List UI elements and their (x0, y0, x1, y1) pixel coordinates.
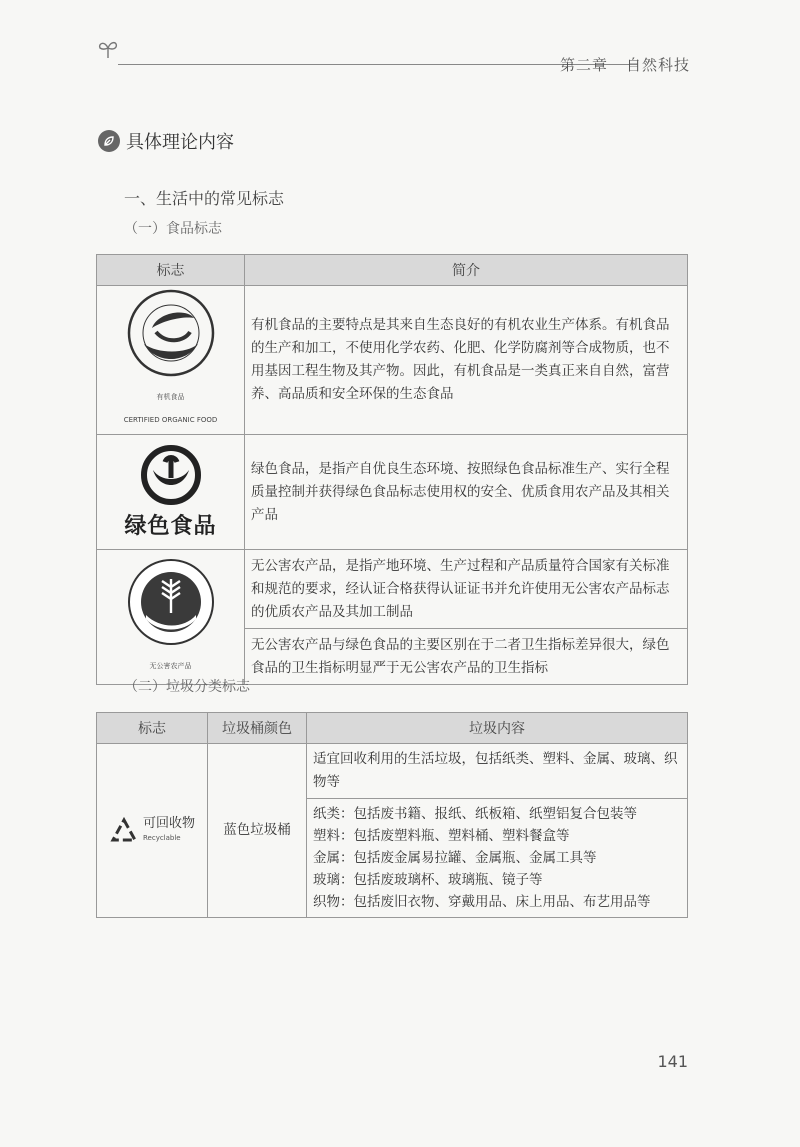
recycle-icon (109, 817, 139, 845)
col-header-bin-color: 垃圾桶颜色 (208, 713, 307, 744)
green-food-desc: 绿色食品，是指产自优良生态环境、按照绿色食品标准生产、实行全程质量控制并获得绿色食品标志使用权的安全、优质食用农产品及其相关产品 (245, 435, 688, 550)
chapter-label: 第二章 自然科技 (559, 56, 690, 74)
recyclable-label: 可回收物 (142, 815, 195, 831)
no-pollution-logo (97, 550, 245, 685)
green-food-logo-text: 绿色食品 (124, 514, 217, 539)
col-header-logo: 标志 (97, 713, 208, 744)
recyclable-items (307, 799, 688, 918)
subheading-waste-signs: （二）垃圾分类标志 (124, 679, 250, 695)
no-pollution-logo-text: 无公害农产品 (149, 661, 192, 670)
heading-common-signs: 一、生活中的常见标志 (124, 189, 285, 208)
list-item: 织物：包括废旧衣物、穿戴用品、床上用品、布艺用品等 (313, 894, 651, 910)
leaf-badge-icon (98, 130, 120, 152)
table-row (97, 286, 688, 435)
section-title: 具体理论内容 (98, 128, 234, 154)
no-pollution-diff-desc: 无公害农产品与绿色食品的主要区别在于二者卫生指标差异很大，绿色食品的卫生指标明显严于无公害农产品的卫生指标 (245, 629, 688, 685)
col-header-desc: 简介 (245, 255, 688, 286)
waste-sign-table (96, 712, 688, 918)
no-pollution-emblem-icon (126, 557, 216, 647)
recyclable-summary: 适宜回收利用的生活垃圾，包括纸类、塑料、金属、玻璃、织物等 (307, 744, 688, 799)
page-number: 141 (657, 1052, 688, 1071)
recyclable-logo (97, 744, 208, 918)
col-header-content: 垃圾内容 (307, 713, 688, 744)
list-item: 玻璃：包括废玻璃杯、玻璃瓶、镜子等 (313, 872, 543, 888)
subheading-food-signs: （一）食品标志 (124, 221, 222, 237)
list-item: 塑料：包括废塑料瓶、塑料桶、塑料餐盒等 (313, 828, 570, 844)
table-row (97, 744, 688, 799)
organic-logo-ring-text: CERTIFIED ORGANIC FOOD (123, 416, 218, 424)
col-header-logo: 标志 (97, 255, 245, 286)
green-food-emblem-icon (139, 444, 203, 506)
organic-food-emblem-icon (126, 288, 216, 378)
recyclable-sub-label: Recyclable (142, 833, 181, 842)
sprout-icon (96, 36, 120, 60)
no-pollution-desc: 无公害农产品，是指产地环境、生产过程和产品质量符合国家有关标准和规范的要求，经认证合格获得认证证书并允许使用无公害农产品标志的优质农产品及其加工制品 (245, 550, 688, 629)
table-row (97, 435, 688, 550)
organic-food-desc: 有机食品的主要特点是其来自生态良好的有机农业生产体系。有机食品的生产和加工，不使用化学农药、化肥、化学防腐剂等合成物质，也不用基因工程生物及其产物。因此，有机食品是一类真正来自自然，富营养、高品质和安全环保的生态食品 (245, 286, 688, 435)
list-item: 纸类：包括废书籍、报纸、纸板箱、纸塑铝复合包装等 (313, 806, 637, 822)
green-food-logo (97, 435, 245, 550)
food-sign-table (96, 254, 688, 685)
page-header (96, 36, 696, 76)
list-item: 金属：包括废金属易拉罐、金属瓶、金属工具等 (313, 850, 597, 866)
organic-food-logo (97, 286, 245, 435)
organic-logo-text: 有机食品 (156, 393, 185, 401)
table-row (97, 550, 688, 629)
bin-color: 蓝色垃圾桶 (208, 744, 307, 918)
